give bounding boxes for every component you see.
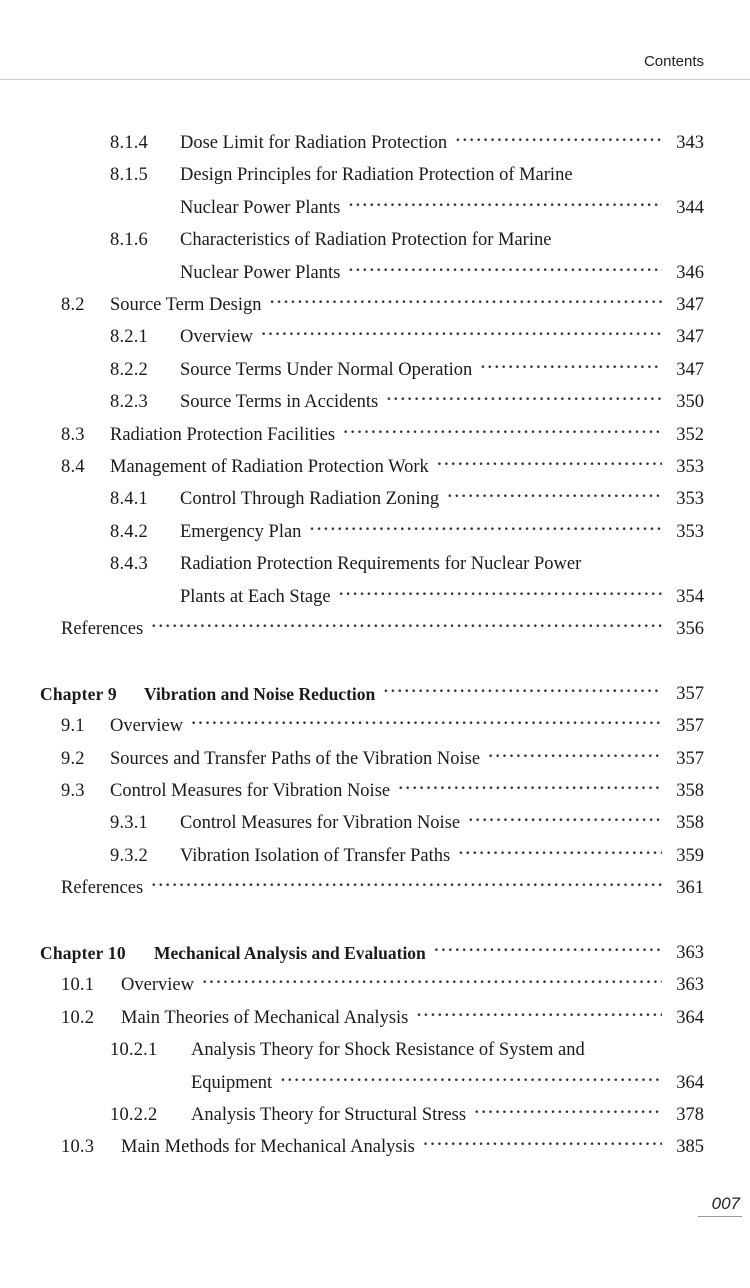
entry-title: Nuclear Power Plants [180, 263, 341, 283]
entry-page: 343 [676, 133, 704, 153]
toc-entry-continuation[interactable] [180, 580, 704, 608]
toc-entry-references[interactable] [61, 871, 704, 899]
toc-entry[interactable] [61, 742, 704, 770]
entry-title: Plants at Each Stage [180, 587, 331, 607]
entry-number: 8.2.1 [110, 327, 148, 347]
dot-leader [202, 974, 662, 996]
dot-leader [191, 715, 662, 737]
entry-page: 347 [676, 327, 704, 347]
entry-number: 8.4.2 [110, 522, 148, 542]
entry-number: 9.3.1 [110, 813, 148, 833]
toc-entry[interactable] [110, 839, 704, 867]
dot-leader [455, 132, 662, 154]
entry-page: 353 [676, 457, 704, 477]
toc-entry[interactable] [110, 158, 704, 186]
entry-title: Equipment [191, 1073, 273, 1093]
entry-number: 9.3.2 [110, 846, 148, 866]
toc-entry[interactable] [110, 547, 704, 575]
entry-title: References [61, 619, 144, 639]
entry-title: Overview [110, 716, 183, 736]
toc-entry[interactable] [61, 288, 704, 316]
toc-entry[interactable] [61, 968, 704, 996]
toc-entry[interactable] [110, 1033, 704, 1061]
chapter-title: Vibration and Noise Reduction [144, 684, 376, 704]
dot-leader [348, 197, 662, 219]
dot-leader [416, 1007, 662, 1029]
toc-entry-continuation[interactable] [180, 191, 704, 219]
entry-number: 8.1.6 [110, 230, 148, 250]
entry-page: 363 [676, 975, 704, 995]
dot-leader [434, 942, 662, 964]
toc-entry[interactable] [110, 353, 704, 381]
page-number: 007 [698, 1194, 742, 1217]
entry-number: 8.1.5 [110, 165, 148, 185]
entry-number: 10.3 [61, 1137, 95, 1157]
dot-leader [386, 391, 662, 413]
entry-title: Emergency Plan [180, 522, 302, 542]
entry-number: 8.2.2 [110, 360, 148, 380]
entry-page: 357 [676, 716, 704, 736]
toc-chapter[interactable] [40, 936, 704, 964]
toc-entry[interactable] [61, 450, 704, 478]
toc-entry[interactable] [61, 709, 704, 737]
dot-leader [474, 1104, 662, 1126]
entry-title: Source Terms in Accidents [180, 392, 379, 412]
entry-page: 352 [676, 425, 704, 445]
entry-number: 9.1 [61, 716, 85, 736]
toc-entry-continuation[interactable] [180, 256, 704, 284]
dot-leader [447, 488, 662, 510]
dot-leader [480, 359, 662, 381]
entry-title: References [61, 878, 144, 898]
dot-leader [151, 877, 662, 899]
toc-entry[interactable] [61, 774, 704, 802]
dot-leader [423, 1136, 662, 1158]
dot-leader [339, 586, 662, 608]
dot-leader [383, 683, 662, 705]
entry-title: Management of Radiation Protection Work [110, 457, 429, 477]
entry-title: Source Terms Under Normal Operation [180, 360, 473, 380]
dot-leader [437, 456, 662, 478]
toc-entry-continuation[interactable] [191, 1066, 704, 1094]
toc-entry[interactable] [110, 482, 704, 510]
entry-page: 361 [676, 878, 704, 898]
dot-leader [468, 812, 662, 834]
entry-title: Main Methods for Mechanical Analysis [121, 1137, 415, 1157]
toc-entry[interactable] [110, 385, 704, 413]
entry-number: 8.4 [61, 457, 85, 477]
entry-title: Source Term Design [110, 295, 262, 315]
toc-entry[interactable] [110, 126, 704, 154]
running-header: Contents [643, 53, 704, 70]
entry-page: 358 [676, 781, 704, 801]
entry-title: Radiation Protection Facilities [110, 425, 336, 445]
entry-page: 350 [676, 392, 704, 412]
entry-number: 8.2 [61, 295, 85, 315]
entry-number: 8.4.3 [110, 554, 148, 574]
entry-title: Characteristics of Radiation Protection for Marine [180, 230, 552, 250]
entry-title: Nuclear Power Plants [180, 198, 341, 218]
toc-chapter[interactable] [40, 677, 704, 705]
entry-page: 357 [676, 749, 704, 769]
entry-page: 347 [676, 360, 704, 380]
entry-page: 363 [676, 943, 704, 963]
toc-entry[interactable] [61, 1001, 704, 1029]
dot-leader [309, 521, 662, 543]
dot-leader [488, 748, 662, 770]
entry-title: Radiation Protection Requirements for Nuclear Power [180, 554, 582, 574]
entry-page: 354 [676, 587, 704, 607]
entry-page: 359 [676, 846, 704, 866]
entry-title: Sources and Transfer Paths of the Vibration Noise [110, 749, 481, 769]
dot-leader [398, 780, 662, 802]
toc-entry[interactable] [110, 223, 704, 251]
entry-number: 8.3 [61, 425, 85, 445]
dot-leader [348, 262, 662, 284]
entry-number: 8.1.4 [110, 133, 148, 153]
chapter-number: Chapter 10 [40, 943, 126, 963]
entry-page: 346 [676, 263, 704, 283]
dot-leader [280, 1072, 662, 1094]
entry-number: 10.2.2 [110, 1105, 158, 1125]
entry-title: Control Measures for Vibration Noise [180, 813, 461, 833]
entry-page: 353 [676, 489, 704, 509]
entry-page: 364 [676, 1073, 704, 1093]
entry-page: 364 [676, 1008, 704, 1028]
chapter-number: Chapter 9 [40, 684, 117, 704]
toc-entry[interactable] [110, 320, 704, 348]
toc-entry[interactable] [110, 515, 704, 543]
toc-entry[interactable] [110, 1098, 704, 1126]
dot-leader [343, 424, 662, 446]
entry-title: Dose Limit for Radiation Protection [180, 133, 448, 153]
entry-page: 358 [676, 813, 704, 833]
chapter-title: Mechanical Analysis and Evaluation [154, 943, 426, 963]
toc-entry[interactable] [61, 1130, 704, 1158]
entry-title: Control Measures for Vibration Noise [110, 781, 391, 801]
entry-title: Design Principles for Radiation Protection of Marine [180, 165, 573, 185]
entry-page: 357 [676, 684, 704, 704]
toc-entry[interactable] [110, 806, 704, 834]
entry-number: 10.2.1 [110, 1040, 158, 1060]
entry-page: 347 [676, 295, 704, 315]
dot-leader [151, 618, 662, 640]
entry-page: 385 [676, 1137, 704, 1157]
entry-title: Main Theories of Mechanical Analysis [121, 1008, 409, 1028]
dot-leader [261, 326, 662, 348]
entry-page: 356 [676, 619, 704, 639]
entry-number: 8.4.1 [110, 489, 148, 509]
toc-entry[interactable] [61, 418, 704, 446]
entry-title: Overview [121, 975, 194, 995]
entry-title: Analysis Theory for Shock Resistance of System and [191, 1040, 585, 1060]
entry-number: 9.2 [61, 749, 85, 769]
entry-page: 344 [676, 198, 704, 218]
toc-entry-references[interactable] [61, 612, 704, 640]
dot-leader [269, 294, 662, 316]
dot-leader [458, 845, 662, 867]
entry-title: Control Through Radiation Zoning [180, 489, 440, 509]
entry-number: 10.1 [61, 975, 95, 995]
entry-title: Analysis Theory for Structural Stress [191, 1105, 467, 1125]
entry-number: 10.2 [61, 1008, 95, 1028]
entry-number: 8.2.3 [110, 392, 148, 412]
entry-page: 378 [676, 1105, 704, 1125]
entry-title: Vibration Isolation of Transfer Paths [180, 846, 451, 866]
entry-number: 9.3 [61, 781, 85, 801]
entry-page: 353 [676, 522, 704, 542]
entry-title: Overview [180, 327, 253, 347]
